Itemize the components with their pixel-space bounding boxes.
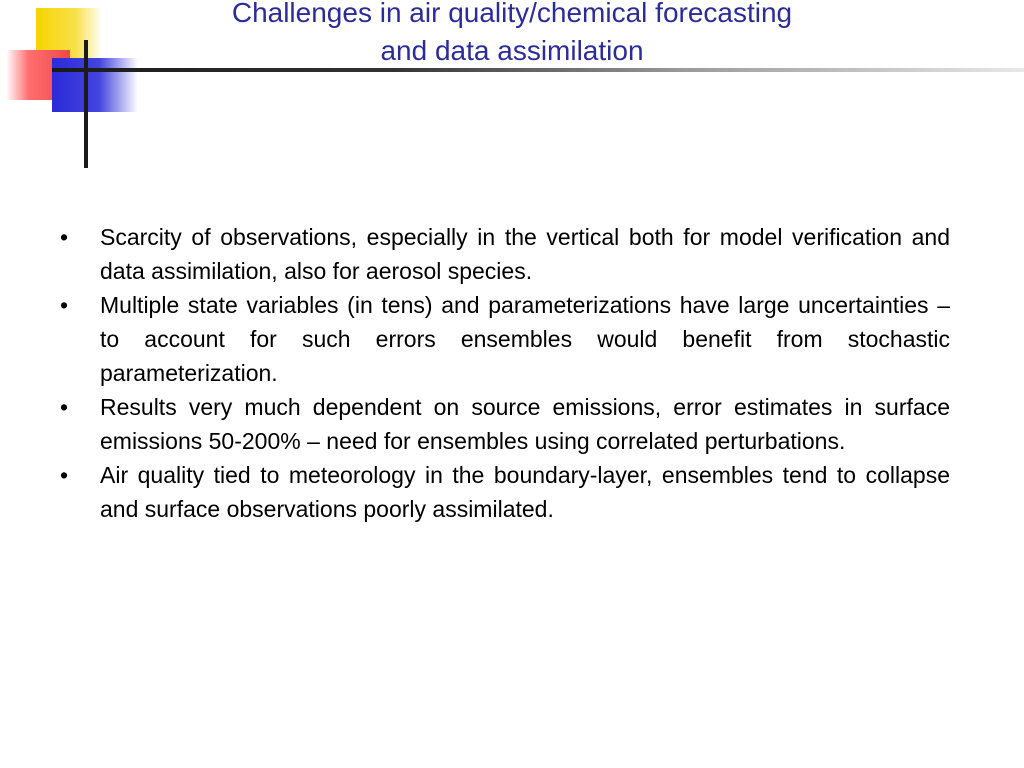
bullet-text: Air quality tied to meteorology in the boundary-layer, ensembles tend to collapse and surface observations poorly assimilated. (100, 462, 950, 522)
bullet-item (60, 390, 950, 458)
slide-title (0, 0, 1024, 70)
bullet-item (60, 220, 950, 288)
bullet-item (60, 458, 950, 526)
slide-title-line-1: Challenges in air quality/chemical forecasting (231, 0, 793, 28)
bullet-list (60, 220, 950, 526)
bullet-marker: • (60, 292, 69, 318)
bullet-marker: • (60, 224, 69, 250)
bullet-marker: • (60, 462, 69, 488)
bullet-text: Results very much dependent on source emissions, error estimates in surface emissions 50-200% – need for ensembles using correlated perturbations. (100, 394, 950, 454)
bullet-text: Scarcity of observations, especially in the vertical both for model verification and data assimilation, also for aerosol species. (100, 224, 950, 284)
slide-title-line-2: and data assimilation (380, 35, 644, 66)
bullet-text: Multiple state variables (in tens) and parameterizations have large uncertainties – to account for such errors ensembles would benefit from stochastic parameterization. (100, 292, 950, 386)
bullet-marker: • (60, 394, 69, 420)
bullet-item (60, 288, 950, 390)
slide-content (60, 220, 950, 526)
